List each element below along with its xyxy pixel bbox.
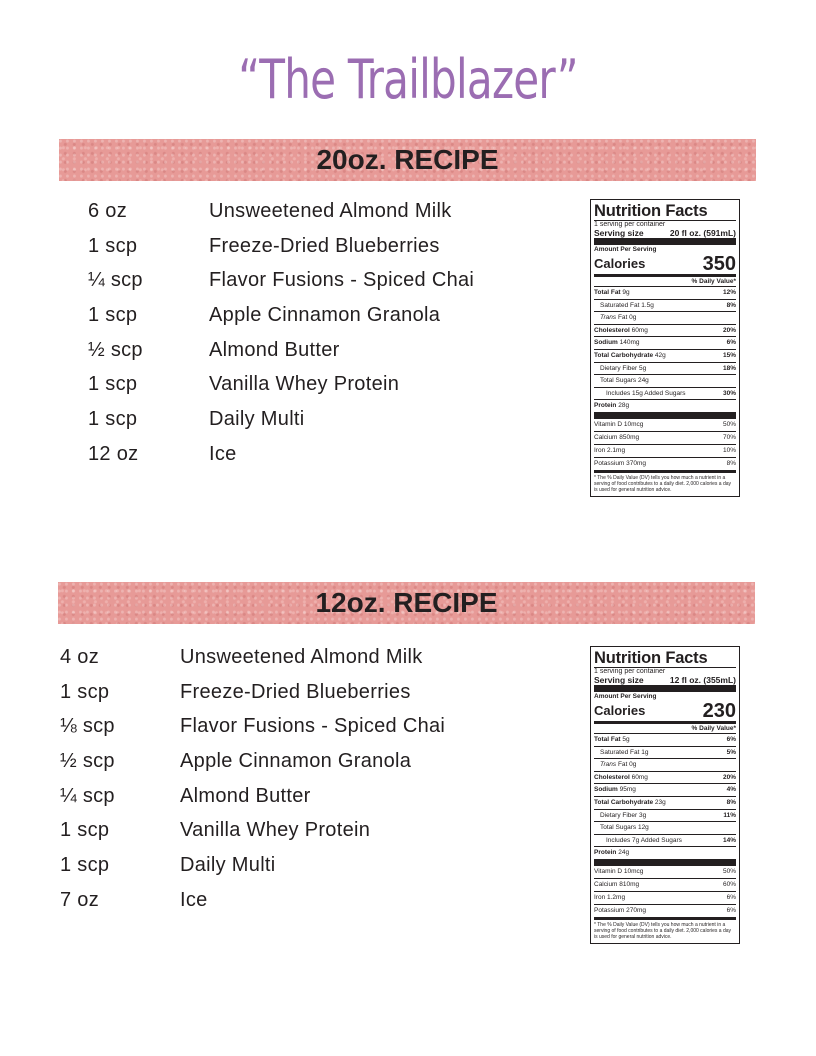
calories-value: 230 bbox=[702, 700, 736, 722]
ingredient-list-20oz bbox=[88, 194, 568, 472]
vitamin-d-dv: 50% bbox=[722, 420, 736, 428]
ingredient-row bbox=[88, 298, 568, 333]
cholesterol-value: 60mg bbox=[631, 326, 648, 334]
sugars-value: 24g bbox=[637, 377, 649, 385]
ingredient-row bbox=[60, 779, 560, 814]
recipe-heading: 12oz. RECIPE bbox=[315, 587, 498, 618]
carbohydrate-row bbox=[594, 349, 736, 362]
potassium-label: Potassium 270mg bbox=[594, 906, 647, 914]
sugars-row bbox=[594, 821, 736, 834]
ingredient-qty: 1 scp bbox=[88, 408, 138, 431]
daily-value-header: % Daily Value* bbox=[691, 278, 736, 285]
cholesterol-row bbox=[594, 324, 736, 337]
cholesterol-row bbox=[594, 771, 736, 784]
added-sugars-label: Includes 15g Added Sugars bbox=[606, 389, 686, 397]
sat-fat-label: Saturated Fat bbox=[600, 748, 640, 756]
ingredient-qty: ½ scp bbox=[60, 750, 115, 773]
sugars-row bbox=[594, 374, 736, 387]
sodium-value: 95mg bbox=[619, 786, 636, 794]
ingredient-qty: 4 oz bbox=[60, 646, 100, 668]
calcium-label: Calcium 850mg bbox=[594, 433, 640, 441]
sat-fat-dv: 8% bbox=[726, 301, 736, 309]
ingredient-qty: 1 scp bbox=[60, 854, 110, 877]
recipe-banner-20oz bbox=[59, 139, 756, 181]
vitamin-d-row bbox=[594, 419, 736, 431]
ingredient-name: Daily Multi bbox=[180, 854, 276, 877]
added-sugars-row bbox=[594, 387, 736, 400]
ingredient-name: Ice bbox=[209, 442, 237, 465]
ingredient-row bbox=[60, 848, 560, 883]
cholesterol-value: 60mg bbox=[631, 773, 648, 781]
iron-row bbox=[594, 444, 736, 457]
ingredient-name: Freeze-Dried Blueberries bbox=[209, 234, 440, 257]
calcium-row bbox=[594, 431, 736, 444]
calories-value: 350 bbox=[702, 253, 736, 275]
vitamin-d-dv: 50% bbox=[722, 867, 736, 875]
ingredient-row bbox=[60, 883, 560, 918]
sugars-label: Total Sugars bbox=[600, 824, 637, 832]
amount-per-serving: Amount Per Serving bbox=[594, 246, 657, 253]
added-sugars-dv: 30% bbox=[722, 389, 736, 397]
iron-dv: 10% bbox=[722, 446, 736, 454]
ingredient-name: Flavor Fusions - Spiced Chai bbox=[209, 269, 475, 292]
added-sugars-row bbox=[594, 834, 736, 847]
carb-label: Total Carbohydrate bbox=[594, 798, 654, 806]
ingredient-qty: 6 oz bbox=[88, 200, 128, 222]
ingredient-name: Almond Butter bbox=[209, 338, 340, 361]
trans-fat-value: Fat 0g bbox=[617, 314, 637, 322]
trans-fat-value: Fat 0g bbox=[617, 761, 637, 769]
nutrition-title: Nutrition Facts bbox=[594, 649, 708, 667]
calories-label: Calories bbox=[594, 703, 646, 718]
ingredient-row bbox=[88, 194, 568, 229]
amount-per-serving: Amount Per Serving bbox=[594, 693, 657, 700]
sodium-row bbox=[594, 783, 736, 796]
vitamin-d-row bbox=[594, 866, 736, 878]
nutrition-facts-label-12oz bbox=[590, 646, 740, 944]
ingredient-row bbox=[60, 744, 560, 779]
saturated-fat-row bbox=[594, 746, 736, 759]
ingredient-qty: 1 scp bbox=[60, 680, 110, 703]
carbohydrate-row bbox=[594, 796, 736, 809]
fiber-dv: 11% bbox=[723, 811, 736, 819]
sodium-dv: 4% bbox=[726, 786, 736, 794]
iron-label: Iron 1.2mg bbox=[594, 893, 626, 901]
ingredient-row bbox=[60, 709, 560, 744]
calcium-dv: 60% bbox=[722, 880, 736, 888]
cholesterol-label: Cholesterol bbox=[594, 773, 630, 781]
vitamin-d-label: Vitamin D 10mcg bbox=[594, 867, 644, 875]
trans-fat-row bbox=[594, 311, 736, 324]
protein-label: Protein bbox=[594, 849, 617, 857]
trans-fat-label: Trans bbox=[600, 761, 617, 769]
sat-fat-value: 1.5g bbox=[641, 301, 654, 309]
ingredient-list-12oz bbox=[60, 640, 560, 918]
iron-dv: 6% bbox=[726, 893, 736, 901]
servings-per-container: 1 serving per container bbox=[594, 221, 666, 228]
ingredient-row bbox=[88, 229, 568, 264]
page-title: “The Trailblazer” bbox=[238, 48, 578, 111]
ingredient-name: Unsweetened Almond Milk bbox=[180, 646, 423, 668]
ingredient-name: Vanilla Whey Protein bbox=[209, 373, 400, 396]
total-fat-row bbox=[594, 286, 736, 299]
trans-fat-label: Trans bbox=[600, 314, 617, 322]
serving-size bbox=[594, 676, 736, 685]
protein-value: 24g bbox=[618, 849, 630, 857]
total-fat-value: 9g bbox=[622, 289, 630, 296]
fiber-value: 3g bbox=[639, 811, 647, 819]
ingredient-name: Unsweetened Almond Milk bbox=[209, 200, 452, 222]
ingredient-qty: 12 oz bbox=[88, 442, 139, 465]
ingredient-qty: ¼ scp bbox=[88, 269, 143, 292]
potassium-row bbox=[594, 904, 736, 917]
calories-row bbox=[594, 701, 736, 721]
cholesterol-dv: 20% bbox=[722, 773, 736, 781]
sat-fat-label: Saturated Fat bbox=[600, 301, 640, 309]
ingredient-row bbox=[60, 813, 560, 848]
ingredient-name: Flavor Fusions - Spiced Chai bbox=[180, 715, 446, 738]
potassium-row bbox=[594, 457, 736, 470]
ingredient-row bbox=[60, 675, 560, 710]
serving-size bbox=[594, 229, 736, 238]
ingredient-qty: 1 scp bbox=[88, 373, 138, 396]
ingredient-qty: 1 scp bbox=[60, 819, 110, 842]
potassium-dv: 6% bbox=[726, 906, 736, 914]
ingredient-row bbox=[88, 437, 568, 472]
ingredient-name: Apple Cinnamon Granola bbox=[180, 750, 412, 773]
carb-value: 23g bbox=[654, 798, 666, 806]
protein-row bbox=[594, 846, 736, 859]
calories-label: Calories bbox=[594, 256, 646, 271]
sugars-label: Total Sugars bbox=[600, 377, 637, 385]
ingredient-name: Freeze-Dried Blueberries bbox=[180, 680, 411, 703]
sodium-label: Sodium bbox=[594, 786, 618, 794]
ingredient-row bbox=[60, 640, 560, 675]
calcium-label: Calcium 810mg bbox=[594, 880, 640, 888]
ingredient-name: Ice bbox=[180, 888, 208, 911]
protein-value: 28g bbox=[618, 402, 630, 410]
recipe-banner-12oz bbox=[58, 582, 755, 624]
ingredient-qty: ⅛ scp bbox=[60, 715, 115, 738]
ingredient-name: Apple Cinnamon Granola bbox=[209, 304, 441, 327]
sodium-row bbox=[594, 336, 736, 349]
serving-size-label: Serving size bbox=[594, 675, 644, 685]
total-fat-row bbox=[594, 733, 736, 746]
serving-size-value: 12 fl oz. (355mL) bbox=[669, 675, 736, 685]
total-fat-label: Total Fat bbox=[594, 736, 621, 743]
sodium-dv: 6% bbox=[726, 339, 736, 347]
calcium-row bbox=[594, 878, 736, 891]
recipe-heading: 20oz. RECIPE bbox=[316, 144, 499, 175]
daily-value-header: % Daily Value* bbox=[691, 725, 736, 732]
total-fat-label: Total Fat bbox=[594, 289, 621, 296]
total-fat-dv: 6% bbox=[726, 736, 736, 743]
ingredient-qty: 1 scp bbox=[88, 304, 138, 327]
sat-fat-value: 1g bbox=[641, 748, 649, 756]
servings-per-container: 1 serving per container bbox=[594, 668, 666, 675]
carb-dv: 15% bbox=[722, 351, 736, 359]
calories-row bbox=[594, 254, 736, 274]
nutrition-title: Nutrition Facts bbox=[594, 202, 708, 220]
ingredient-qty: ¼ scp bbox=[60, 784, 115, 807]
nutrition-footnote: * The % Daily Value (DV) tells you how much a nutrient in a serving of food contributes to a daily diet. 2,000 calories a day is used for general nutrition advice. bbox=[594, 474, 732, 493]
serving-size-label: Serving size bbox=[594, 228, 644, 238]
cholesterol-dv: 20% bbox=[722, 326, 736, 334]
fiber-dv: 18% bbox=[722, 364, 736, 372]
potassium-dv: 8% bbox=[726, 459, 736, 467]
sodium-label: Sodium bbox=[594, 339, 618, 347]
sodium-value: 140mg bbox=[619, 339, 640, 347]
fiber-value: 5g bbox=[639, 364, 647, 372]
total-fat-dv: 12% bbox=[722, 289, 736, 296]
sugars-value: 12g bbox=[637, 824, 649, 832]
serving-size-value: 20 fl oz. (591mL) bbox=[669, 228, 736, 238]
ingredient-row bbox=[88, 402, 568, 437]
iron-label: Iron 2.1mg bbox=[594, 446, 626, 454]
sat-fat-dv: 5% bbox=[726, 748, 736, 756]
protein-row bbox=[594, 399, 736, 412]
fiber-row bbox=[594, 809, 736, 822]
potassium-label: Potassium 370mg bbox=[594, 459, 647, 467]
added-sugars-label: Includes 7g Added Sugars bbox=[606, 836, 682, 844]
saturated-fat-row bbox=[594, 299, 736, 312]
added-sugars-dv: 14% bbox=[722, 836, 736, 844]
ingredient-qty: ½ scp bbox=[88, 338, 143, 361]
fiber-row bbox=[594, 362, 736, 375]
carb-label: Total Carbohydrate bbox=[594, 351, 654, 359]
protein-label: Protein bbox=[594, 402, 617, 410]
calcium-dv: 70% bbox=[722, 433, 736, 441]
nutrition-facts-label-20oz bbox=[590, 199, 740, 497]
ingredient-row bbox=[88, 333, 568, 368]
cholesterol-label: Cholesterol bbox=[594, 326, 630, 334]
ingredient-row bbox=[88, 263, 568, 298]
ingredient-name: Almond Butter bbox=[180, 784, 311, 807]
carb-dv: 8% bbox=[726, 798, 736, 806]
nutrition-footnote: * The % Daily Value (DV) tells you how much a nutrient in a serving of food contributes to a daily diet. 2,000 calories a day is used for general nutrition advice. bbox=[594, 921, 732, 940]
ingredient-row bbox=[88, 367, 568, 402]
vitamin-d-label: Vitamin D 10mcg bbox=[594, 420, 644, 428]
fiber-label: Dietary Fiber bbox=[600, 811, 638, 819]
trans-fat-row bbox=[594, 758, 736, 771]
fiber-label: Dietary Fiber bbox=[600, 364, 638, 372]
ingredient-qty: 7 oz bbox=[60, 888, 100, 911]
ingredient-qty: 1 scp bbox=[88, 234, 138, 257]
ingredient-name: Vanilla Whey Protein bbox=[180, 819, 371, 842]
iron-row bbox=[594, 891, 736, 904]
ingredient-name: Daily Multi bbox=[209, 408, 305, 431]
carb-value: 42g bbox=[654, 351, 666, 359]
total-fat-value: 5g bbox=[622, 736, 630, 743]
